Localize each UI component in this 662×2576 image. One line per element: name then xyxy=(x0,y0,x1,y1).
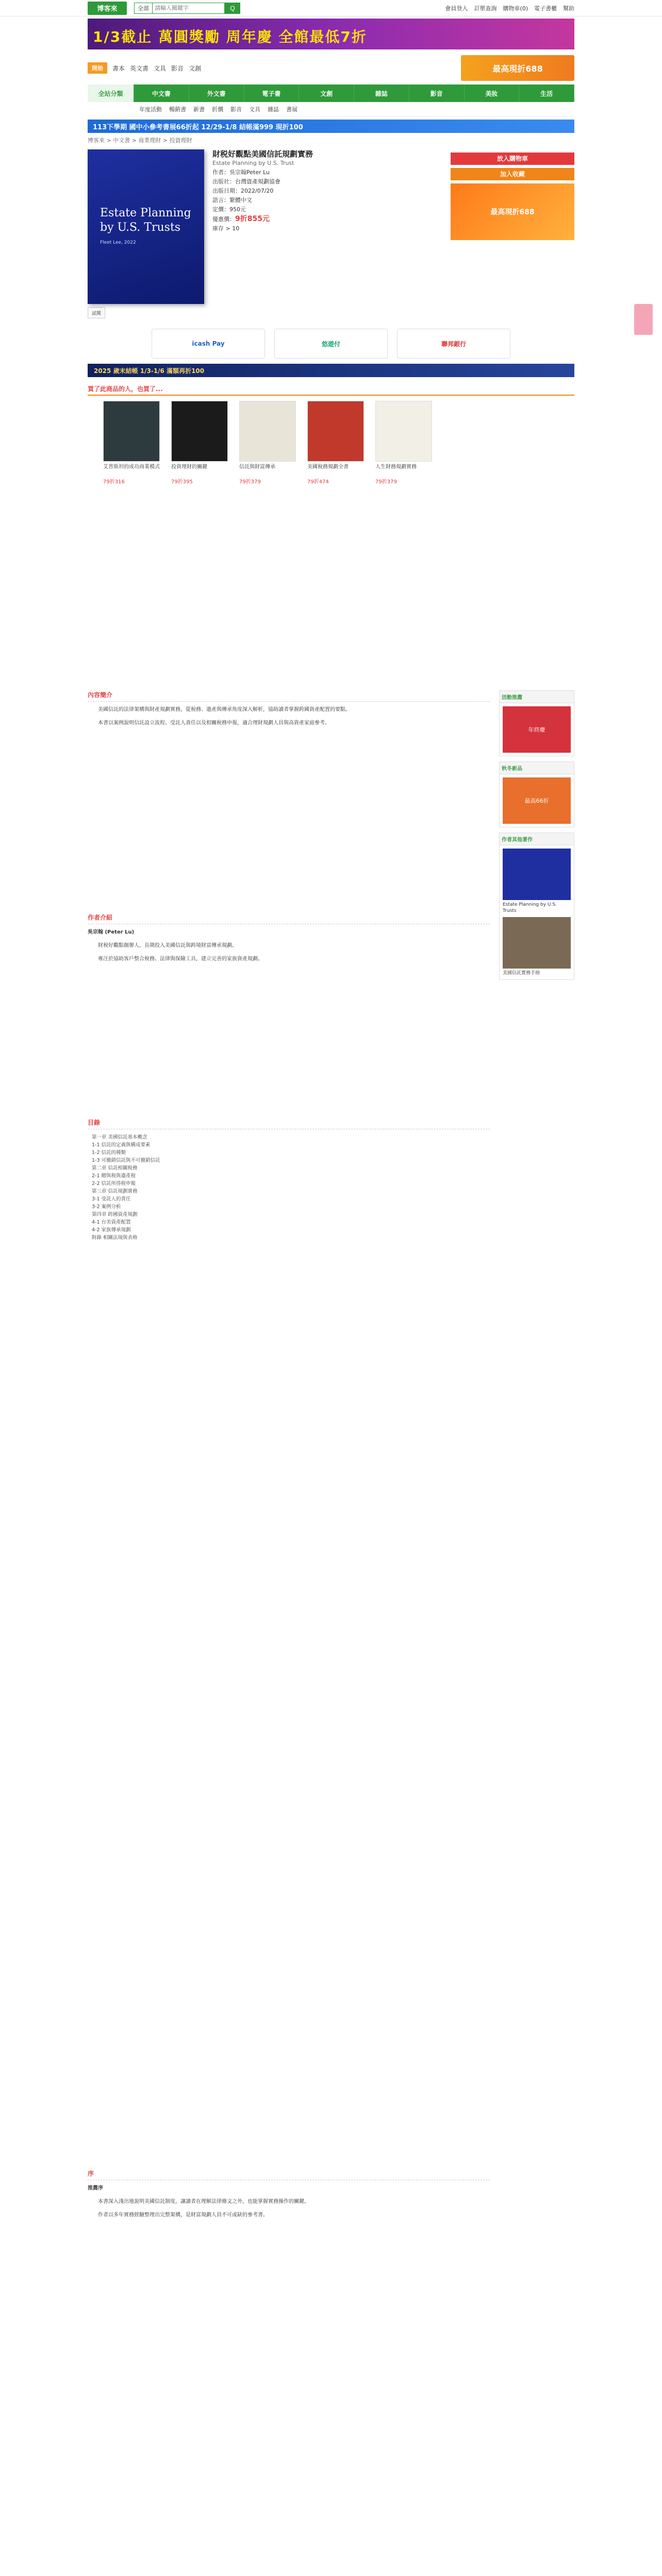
sidebar-box-new xyxy=(499,761,574,827)
sub-nav xyxy=(88,102,574,116)
nav-life[interactable]: 生活 xyxy=(519,84,574,102)
product-subtitle: Estate Planning by U.S. Trust xyxy=(212,160,294,166)
login-link[interactable]: 會員登入 xyxy=(445,5,468,12)
search-button[interactable]: Q xyxy=(225,3,240,14)
toc-line: 3-2 案例分析 xyxy=(92,1204,121,1210)
product-title: 財税好觀點美國信託規劃實務 xyxy=(212,149,313,159)
product-section xyxy=(88,149,574,304)
main-nav xyxy=(88,84,574,102)
related-book[interactable] xyxy=(307,401,364,485)
promo-link-media[interactable]: 影音 xyxy=(171,64,184,72)
product-list-price: 定價：950元 xyxy=(212,206,246,213)
promo-tag[interactable]: 開始 xyxy=(88,62,107,74)
toc-line: 1-1 信託的定義與構成要素 xyxy=(92,1142,151,1148)
related-book[interactable] xyxy=(239,401,296,485)
sidebar-ad[interactable]: 最高66折 xyxy=(503,777,571,824)
subnav-item[interactable]: 影音 xyxy=(230,106,242,113)
book-thumb-image[interactable] xyxy=(375,401,432,462)
related-book-price: 79折379 xyxy=(375,479,397,485)
subnav-item[interactable]: 新書 xyxy=(193,106,205,113)
breadcrumb[interactable]: 博客來 > 中文書 > 商業理財 > 投資理財 xyxy=(88,137,192,144)
side-ad-coupon[interactable]: 最高現折688 xyxy=(451,183,574,240)
right-sidebar xyxy=(499,690,574,985)
toc-line: 1-2 信託的種類 xyxy=(92,1150,126,1156)
search-input[interactable] xyxy=(153,3,225,14)
subnav-item[interactable]: 折價 xyxy=(212,106,223,113)
promo-link-books[interactable]: 書本 xyxy=(112,64,125,72)
add-to-cart-button[interactable]: 放入購物車 xyxy=(451,152,574,165)
related-book-title[interactable]: 投資理財的關鍵 xyxy=(171,464,207,470)
sidebar-author-books xyxy=(499,833,574,980)
sidebar-box-event xyxy=(499,690,574,756)
author-paragraph: 專注於協助客戶整合稅務、法律與保險工具，建立完善的家族資產規劃。 xyxy=(98,956,263,962)
sale-label: 優惠價： xyxy=(212,216,235,223)
book-thumb-image[interactable] xyxy=(503,917,571,969)
toc-line: 2-1 贈與稅與遺產稅 xyxy=(92,1173,136,1179)
toc-line: 4-2 家族傳承規劃 xyxy=(92,1227,131,1233)
product-language: 語言：繁體中文 xyxy=(212,197,252,204)
nav-media[interactable]: 影音 xyxy=(409,84,465,102)
payment-partners xyxy=(88,329,574,359)
site-logo[interactable]: 博客來 xyxy=(88,2,127,15)
toc-line: 附錄 相關法規與表格 xyxy=(92,1235,138,1241)
preview-thumbs xyxy=(88,307,574,318)
partner-icash[interactable]: icash Pay xyxy=(152,329,265,359)
ebook-link[interactable]: 電子書櫃 xyxy=(534,5,557,12)
sidebar-ad[interactable]: 年終慶 xyxy=(503,706,571,753)
event-banner[interactable]: 113下學期 國中小參考書展66折起 12/29-1/8 結帳滿999 現折100 xyxy=(88,120,574,133)
toc-line: 第一章 美國信託基本概念 xyxy=(92,1134,147,1140)
top-promo-banner[interactable] xyxy=(88,19,574,49)
intro-paragraph: 美國信託的法律架構與財產規劃實務，從稅務、遺產與傳承角度深入解析，協助讀者掌握跨國資產配置的要點。 xyxy=(98,707,351,713)
help-link[interactable]: 幫助 xyxy=(563,5,574,12)
sidebar-book-title[interactable]: 美國信託實務手冊 xyxy=(503,971,540,976)
sidebar-box-title: 秋冬新品 xyxy=(500,762,574,774)
toc-line: 第四章 跨國資產規劃 xyxy=(92,1212,138,1217)
book-thumb-image[interactable] xyxy=(171,401,228,462)
preface-heading: 序 xyxy=(88,2169,490,2180)
sidebar-box-title: 活動推薦 xyxy=(500,691,574,703)
sidebar-book-title[interactable]: Estate Planning by U.S. Trusts xyxy=(503,902,557,913)
related-book-price: 79折474 xyxy=(307,479,329,485)
nav-ebooks[interactable]: 電子書 xyxy=(244,84,300,102)
sidebar-book[interactable] xyxy=(503,849,571,914)
author-heading: 作者介紹 xyxy=(88,913,490,924)
toc-line: 第二章 信託相關稅務 xyxy=(92,1165,138,1171)
top-banner-text: 1/3截止 萬圓獎勵 周年慶 全館最低7折 xyxy=(93,28,367,45)
nav-all-categories[interactable]: 全站分類 xyxy=(88,84,134,102)
toc-heading: 目錄 xyxy=(88,1118,490,1129)
nav-beauty[interactable]: 美妝 xyxy=(465,84,520,102)
promo-link-foreign[interactable]: 英文書 xyxy=(130,64,149,72)
product-publisher[interactable]: 出版社：台灣資產規劃協會 xyxy=(212,178,280,185)
toc-line: 2-2 信託所得稅申報 xyxy=(92,1181,136,1187)
preface-paragraph: 作者以多年實務經驗整理出完整架構，是財富規劃人員不可或缺的參考書。 xyxy=(98,2212,268,2218)
sidebar-box-title: 作者其他著作 xyxy=(500,833,574,845)
coupon-banner[interactable]: 最高現折688 xyxy=(461,55,574,81)
search-category-select[interactable]: 全部 xyxy=(134,3,153,14)
promo-row xyxy=(88,54,574,82)
festival-banner[interactable]: 2025 歲末結帳 1/3-1/6 滿額再折100 xyxy=(88,364,574,377)
main-content xyxy=(88,690,490,2225)
promo-link-creative[interactable]: 文創 xyxy=(189,64,202,72)
related-book[interactable] xyxy=(103,401,160,485)
promo-link-stationery[interactable]: 文具 xyxy=(154,64,167,72)
toc-line: 3-1 受託人的責任 xyxy=(92,1196,131,1202)
book-thumb-image[interactable] xyxy=(239,401,296,462)
related-books-title: 買了此商品的人，也買了... xyxy=(88,384,574,396)
subnav-item[interactable]: 暢銷書 xyxy=(169,106,186,113)
related-book-price: 79折395 xyxy=(171,479,193,485)
intro-heading: 內容簡介 xyxy=(88,690,490,702)
toc-line: 1-3 可撤銷信託與不可撤銷信託 xyxy=(92,1158,160,1163)
book-cover-image[interactable] xyxy=(88,149,204,304)
related-book-price: 79折379 xyxy=(239,479,261,485)
preface-paragraph: 本書深入淺出地說明美國信託制度，讓讀者在理解法律條文之外，也能掌握實務操作的關鍵。 xyxy=(98,2199,309,2205)
subnav-item[interactable]: 書展 xyxy=(286,106,297,113)
author-name: 吳宗翰 (Peter Lu) xyxy=(88,929,135,935)
order-link[interactable]: 訂單查詢 xyxy=(474,5,497,12)
author-paragraph: 財稅好觀點創辦人，長期投入美國信託與跨境財富傳承規劃。 xyxy=(98,943,237,948)
purchase-column xyxy=(451,149,574,304)
cover-subtitle: Fleet Lee, 2022 xyxy=(100,240,136,245)
stock-status: 庫存 > 10 xyxy=(212,225,240,232)
top-bar xyxy=(0,0,662,16)
cart-link[interactable]: 購物車(0) xyxy=(503,5,528,12)
related-book[interactable] xyxy=(171,401,228,485)
related-books xyxy=(88,401,574,485)
toc-line: 4-1 台美資產配置 xyxy=(92,1219,131,1225)
book-thumb-image[interactable] xyxy=(503,849,571,900)
subnav-item[interactable]: 雜誌 xyxy=(268,106,279,113)
product-author[interactable]: 作者：吳宗翰Peter Lu xyxy=(212,169,270,176)
floating-side-widget[interactable] xyxy=(634,304,653,335)
related-book-price: 79折316 xyxy=(103,479,125,485)
related-book-title[interactable]: 信託與財富傳承 xyxy=(239,464,275,470)
related-book[interactable] xyxy=(375,401,432,485)
search-box xyxy=(134,3,240,14)
book-thumb-image[interactable] xyxy=(103,401,160,462)
partner-easywallet[interactable]: 悠遊付 xyxy=(274,329,388,359)
nav-chinese-books[interactable]: 中文書 xyxy=(134,84,189,102)
preface-subheading: 推薦序 xyxy=(88,2185,103,2191)
subnav-item[interactable]: 年度活動 xyxy=(139,106,162,113)
nav-magazines[interactable]: 雜誌 xyxy=(354,84,409,102)
partner-unionbank[interactable]: 聯邦銀行 xyxy=(397,329,510,359)
toc-line: 第三章 信託規劃實務 xyxy=(92,1189,138,1194)
product-date: 出版日期：2022/07/20 xyxy=(212,188,274,194)
add-to-wishlist-button[interactable]: 加入收藏 xyxy=(451,168,574,180)
sidebar-book[interactable] xyxy=(503,917,571,976)
cover-title: Estate Planning by U.S. Trusts xyxy=(100,207,191,234)
intro-paragraph: 本書以案例說明信託設立流程、受託人責任以及相關稅務申報，適合理財規劃人員與高資產家庭參考。 xyxy=(98,720,330,726)
product-info xyxy=(212,149,442,304)
nav-foreign-books[interactable]: 外文書 xyxy=(189,84,244,102)
related-book-title[interactable]: 艾普斯坦的成功商業模式 xyxy=(103,464,160,470)
nav-creative[interactable]: 文創 xyxy=(299,84,354,102)
related-book-title[interactable]: 美國稅務規劃全書 xyxy=(307,464,349,470)
subnav-item[interactable]: 文具 xyxy=(249,106,260,113)
sale-price: 9折855元 xyxy=(235,215,270,223)
related-book-title[interactable]: 人生財務規劃實務 xyxy=(375,464,417,470)
top-links xyxy=(445,4,574,12)
preview-thumb[interactable]: 試閱 xyxy=(88,307,105,318)
book-thumb-image[interactable] xyxy=(307,401,364,462)
